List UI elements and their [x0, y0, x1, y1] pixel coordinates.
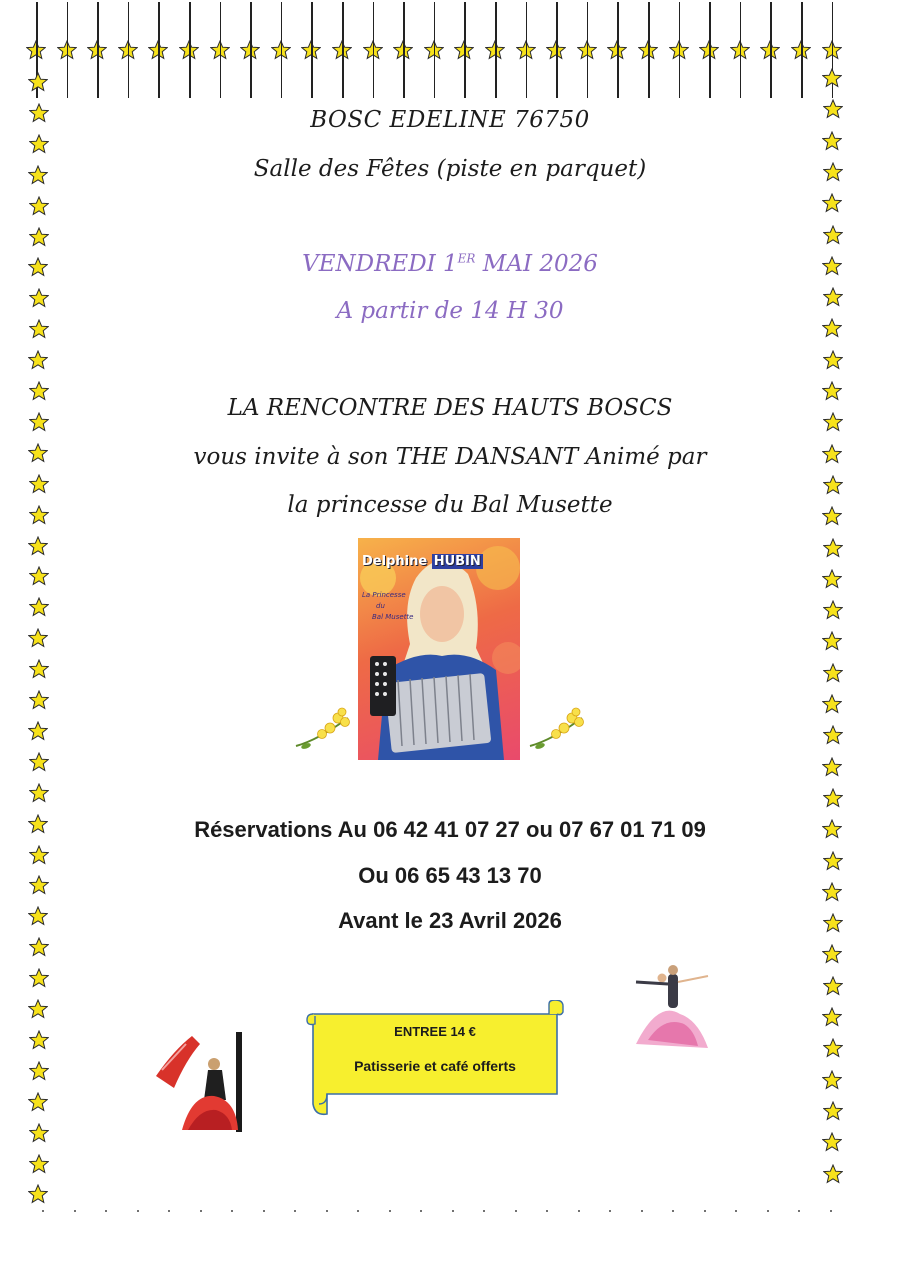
artist-title-line: la princesse du Bal Musette	[287, 492, 613, 518]
border-dot	[704, 1210, 706, 1212]
star-icon	[28, 999, 48, 1019]
border-dot	[830, 1210, 832, 1212]
tick-line	[770, 2, 772, 98]
star-icon	[29, 968, 49, 988]
flamenco-dancer-icon	[152, 1030, 244, 1134]
reservation-alt-phone: Ou 06 65 43 13 70	[358, 863, 542, 888]
star-icon	[29, 474, 49, 494]
tick-line	[403, 2, 405, 98]
tick-line	[464, 2, 466, 98]
tick-line	[67, 2, 69, 98]
border-dot	[200, 1210, 202, 1212]
tick-line	[648, 2, 650, 98]
tick-line	[709, 2, 711, 98]
star-icon	[822, 694, 842, 714]
border-dot	[137, 1210, 139, 1212]
tick-line	[587, 2, 589, 98]
entry-banner	[305, 1000, 565, 1118]
border-dot	[389, 1210, 391, 1212]
star-icon	[822, 1007, 842, 1027]
poster-name	[362, 554, 483, 569]
border-dot	[546, 1210, 548, 1212]
star-icon	[29, 659, 49, 679]
tick-line	[250, 2, 252, 98]
star-icon	[29, 937, 49, 957]
star-icon	[28, 536, 48, 556]
star-icon	[28, 721, 48, 741]
tick-line	[220, 2, 222, 98]
star-icon	[822, 569, 842, 589]
border-dot	[641, 1210, 643, 1212]
entry-price: ENTREE 14 €	[394, 1024, 476, 1039]
star-icon	[29, 783, 49, 803]
poster-first-name: Delphine	[362, 554, 428, 569]
border-dot	[74, 1210, 76, 1212]
tick-line	[128, 2, 130, 98]
border-dot	[105, 1210, 107, 1212]
tick-line	[617, 2, 619, 98]
event-time: A partir de 14 H 30	[336, 298, 564, 324]
artist-poster	[358, 538, 520, 760]
border-dot	[483, 1210, 485, 1212]
tick-line	[373, 2, 375, 98]
tick-line	[801, 2, 803, 98]
star-icon	[29, 597, 49, 617]
location-heading: BOSC EDELINE 76750	[310, 107, 590, 133]
star-icon	[822, 131, 842, 151]
star-icon	[822, 68, 842, 88]
star-icon	[822, 944, 842, 964]
border-dot	[294, 1210, 296, 1212]
star-icon	[823, 725, 843, 745]
star-icon	[28, 350, 48, 370]
tick-line	[281, 2, 283, 98]
dancing-couple-icon	[628, 960, 714, 1054]
tick-line	[342, 2, 344, 98]
tick-line	[526, 2, 528, 98]
star-icon	[823, 600, 843, 620]
event-date	[0, 251, 900, 277]
border-dot	[672, 1210, 674, 1212]
border-dot	[326, 1210, 328, 1212]
border-dot	[420, 1210, 422, 1212]
tick-line	[189, 2, 191, 98]
star-icon	[29, 1030, 49, 1050]
event-date-sup: ER	[457, 251, 476, 266]
poster-caption-3: Bal Musette	[372, 613, 414, 621]
entry-offer: Patisserie et café offerts	[354, 1058, 516, 1074]
star-icon	[28, 1092, 48, 1112]
flower-sprig-right-icon	[526, 706, 588, 754]
tick-line	[158, 2, 160, 98]
venue-heading: Salle des Fêtes (piste en parquet)	[253, 156, 647, 182]
star-icon	[823, 1164, 843, 1184]
star-icon	[28, 1184, 48, 1204]
star-icon	[823, 225, 843, 245]
star-icon	[29, 566, 49, 586]
star-icon	[29, 1061, 49, 1081]
poster-last-name: HUBIN	[433, 554, 481, 569]
border-dot	[609, 1210, 611, 1212]
star-icon	[29, 845, 49, 865]
flower-sprig-left-icon	[292, 706, 354, 754]
star-icon	[823, 663, 843, 683]
organizer-line: LA RENCONTRE DES HAUTS BOSCS	[227, 395, 673, 421]
border-dot	[767, 1210, 769, 1212]
star-icon	[822, 1132, 842, 1152]
border-dot	[452, 1210, 454, 1212]
reservation-deadline: Avant le 23 Avril 2026	[338, 908, 562, 933]
border-dot	[578, 1210, 580, 1212]
poster-caption-1: La Princesse	[362, 591, 406, 599]
star-icon	[29, 690, 49, 710]
border-dot	[231, 1210, 233, 1212]
border-dot	[515, 1210, 517, 1212]
star-icon	[29, 227, 49, 247]
star-icon	[29, 134, 49, 154]
star-icon	[29, 196, 49, 216]
star-icon	[29, 752, 49, 772]
star-icon	[823, 976, 843, 996]
tick-line	[679, 2, 681, 98]
poster-caption-2: du	[376, 602, 385, 610]
border-dot	[357, 1210, 359, 1212]
border-dot	[168, 1210, 170, 1212]
border-dot	[263, 1210, 265, 1212]
star-icon	[28, 628, 48, 648]
star-icon	[822, 757, 842, 777]
star-icon	[822, 631, 842, 651]
star-icon	[822, 1070, 842, 1090]
tick-line	[556, 2, 558, 98]
star-icon	[28, 72, 48, 92]
tick-line	[495, 2, 497, 98]
star-icon	[823, 538, 843, 558]
tick-line	[97, 2, 99, 98]
border-dot	[798, 1210, 800, 1212]
star-icon	[823, 788, 843, 808]
star-icon	[822, 193, 842, 213]
star-icon	[823, 1101, 843, 1121]
reservation-phones: Réservations Au 06 42 41 07 27 ou 07 67 01 71 09	[194, 817, 706, 842]
border-dot	[42, 1210, 44, 1212]
poster-caption	[362, 590, 414, 623]
invitation-line: vous invite à son THE DANSANT Animé par	[193, 444, 707, 470]
tick-line	[740, 2, 742, 98]
tick-line	[311, 2, 313, 98]
star-icon	[823, 1038, 843, 1058]
event-date-prefix: VENDREDI 1	[302, 251, 458, 277]
star-icon	[29, 1154, 49, 1174]
star-icon	[823, 350, 843, 370]
event-date-suffix: MAI 2026	[475, 251, 598, 277]
border-dot	[735, 1210, 737, 1212]
star-icon	[29, 1123, 49, 1143]
tick-line	[434, 2, 436, 98]
artist-poster-art	[358, 538, 520, 760]
